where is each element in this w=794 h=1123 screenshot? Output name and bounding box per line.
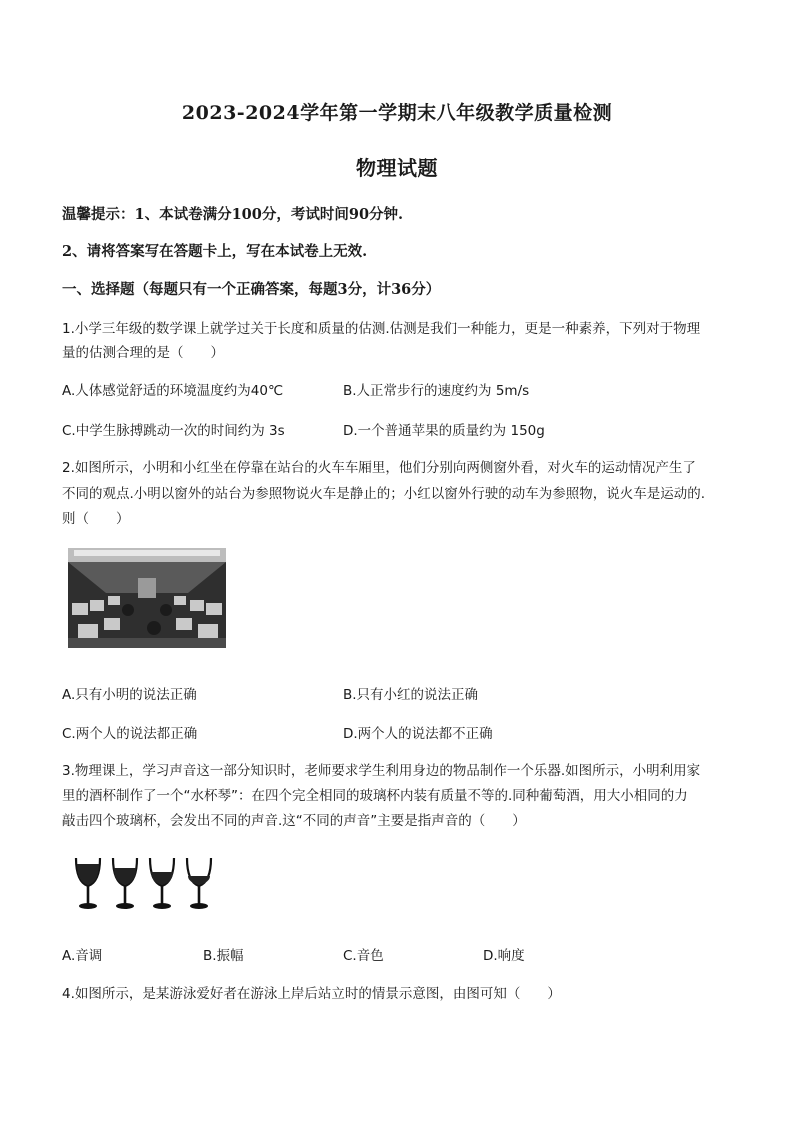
q3-option-c: C.音色 [343, 948, 384, 964]
q4-line1: 4.如图所示，是某游泳爱好者在游泳上岸后站立时的情景示意图，由图可知（ ） [62, 986, 561, 1002]
q3-option-d: D.响度 [483, 948, 525, 964]
q2-option-a: A.只有小明的说法正确 [62, 687, 197, 703]
q1-option-c: C.中学生脉搏跳动一次的时间约为 3s [62, 423, 285, 439]
train-carriage-photo [68, 548, 226, 648]
exam-subtitle: 物理试题 [356, 156, 438, 180]
q3-option-b: B.振幅 [203, 948, 244, 964]
train-carriage-illustration [68, 548, 226, 648]
q2-line3: 则（ ） [62, 511, 130, 527]
section-heading: 一、选择题（每题只有一个正确答案，每题3分，计36分） [62, 281, 441, 298]
q1-option-b: B.人正常步行的速度约为 5m/s [343, 383, 530, 399]
q2-line2: 不同的观点.小明以窗外的站台为参照物说火车是静止的；小红以窗外行驶的动车为参照物，说火车是运动的. [62, 486, 706, 502]
exam-title: 2023-2024学年第一学期末八年级教学质量检测 [181, 102, 613, 124]
q3-line2: 里的酒杯制作了一个“水杯琴”：在四个完全相同的玻璃杯内装有质量不等的.同种葡萄酒，用大小相同的力 [62, 788, 688, 804]
q1-line1: 1.小学三年级的数学课上就学过关于长度和质量的估测.估测是我们一种能力，更是一种素养，下列对于物理 [62, 321, 701, 337]
q3-option-a: A.音调 [62, 948, 103, 964]
q1-option-a: A.人体感觉舒适的环境温度约为40℃ [62, 383, 284, 399]
note-2: 2、请将答案写在答题卡上，写在本试卷上无效. [62, 243, 368, 260]
q2-option-c: C.两个人的说法都正确 [62, 726, 198, 742]
q1-option-d: D.一个普通苹果的质量约为 150g [343, 423, 545, 439]
q3-line3: 敲击四个玻璃杯，会发出不同的声音.这“不同的声音”主要是指声音的（ ） [62, 813, 526, 829]
q1-line2: 量的估测合理的是（ ） [62, 345, 224, 361]
note-1: 温馨提示：1、本试卷满分100分，考试时间90分钟. [62, 206, 404, 223]
q2-option-b: B.只有小红的说法正确 [343, 687, 479, 703]
q3-line1: 3.物理课上，学习声音这一部分知识时，老师要求学生利用身边的物品制作一个乐器.如图所示，小明利用家 [62, 763, 701, 779]
q2-line1: 2.如图所示，小明和小红坐在停靠在站台的火车车厢里，他们分别向两侧窗外看，对火车的运动情况产生了 [62, 460, 696, 476]
four-glasses-illustration [70, 852, 220, 914]
q2-option-d: D.两个人的说法都不正确 [343, 726, 493, 742]
wine-glasses-figure [70, 852, 220, 914]
